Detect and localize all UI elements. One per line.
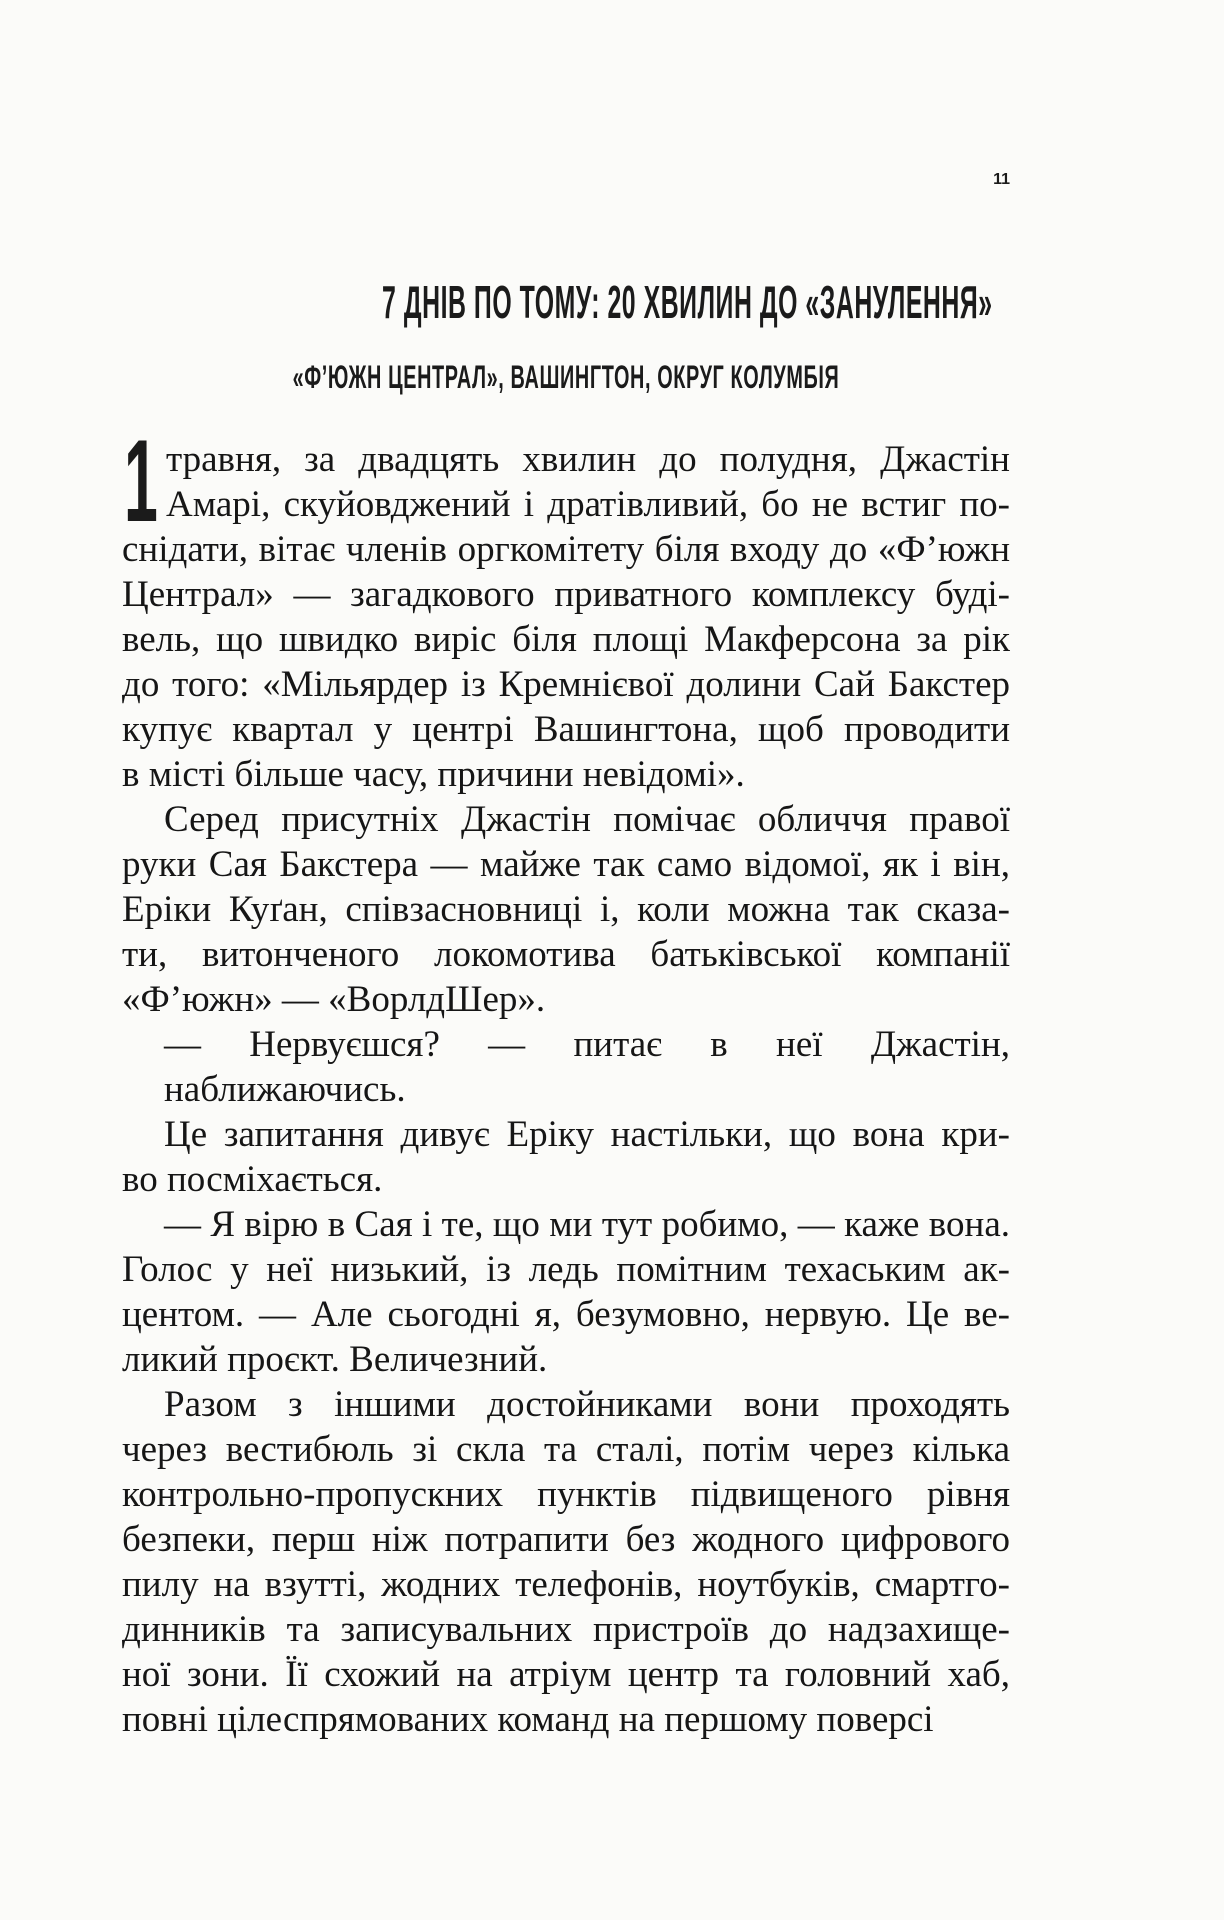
page-number: 11 [993, 171, 1010, 188]
text-line: до того: «Мільярдер із Кремнієвої долини Сай Бакстер [122, 664, 1010, 705]
drop-cap: 1 [124, 415, 158, 546]
chapter-title [122, 277, 1010, 327]
paragraph [122, 1382, 1010, 1742]
chapter-location [122, 359, 1010, 395]
text-line: травня, за двадцять хвилин до полудня, Джастін [166, 439, 1010, 480]
text-line: Разом з іншими достойниками вони проходять [164, 1384, 1010, 1425]
text-line: Амарі, скуйовджений і дратівливий, бо не встиг по- [166, 484, 1010, 525]
text-line: ти, витонченого локомотива батьківської компанії [122, 934, 1010, 975]
chapter-title-text: 7 ДНІВ ПО ТОМУ: 20 ХВИЛИН ДО «ЗАНУЛЕННЯ» [382, 276, 993, 328]
text-line: ликий проєкт. Величезний. [122, 1339, 548, 1380]
text-line: безпеки, перш ніж потрапити без жодного цифрового [122, 1519, 1010, 1560]
page-number-row [122, 171, 1010, 189]
text-line: Серед присутніх Джастін помічає обличчя правої [164, 799, 1010, 840]
paragraph [122, 797, 1010, 1022]
text-line: пилу на взутті, жодних телефонів, ноутбуків, смартго- [122, 1564, 1010, 1605]
paragraph [122, 1112, 1010, 1202]
text-line: Централ» — загадкового приватного комплексу буді- [122, 574, 1010, 615]
text-line: купує квартал у центрі Вашингтона, щоб проводити [122, 709, 1010, 750]
text-line: «Ф’южн» — «ВорлдШер». [122, 979, 546, 1020]
text-block [122, 0, 1010, 1920]
text-line: повні цілеспрямованих команд на першому поверсі [122, 1699, 934, 1740]
text-line: Еріки Куґан, співзасновниці і, коли можна так сказа- [122, 889, 1010, 930]
text-line: в місті більше часу, причини невідомі». [122, 754, 745, 795]
text-line: Голос у неї низький, із ледь помітним техаським ак- [122, 1249, 1010, 1290]
text-line: во посміхається. [122, 1159, 383, 1200]
chapter-location-text: «Ф’ЮЖН ЦЕНТРАЛ», ВАШИНГТОН, ОКРУГ КОЛУМБІЯ [292, 359, 840, 395]
paragraph [122, 1202, 1010, 1382]
text-line: руки Сая Бакстера — майже так само відомої, як і він, [122, 844, 1010, 885]
paragraph [122, 415, 1010, 797]
text-line: — Я вірю в Сая і те, що ми тут робимо, — каже вона. [164, 1204, 1010, 1245]
text-line: через вестибюль зі скла та сталі, потім через кілька [122, 1429, 1010, 1470]
paragraph [122, 1022, 1010, 1112]
text-line: динників та записувальних пристроїв до надзахище- [122, 1609, 1010, 1650]
text-line: ної зони. Її схожий на атріум центр та головний хаб, [122, 1654, 1010, 1695]
body-text [122, 415, 1010, 1742]
text-line: Це запитання дивує Еріку настільки, що вона кри- [164, 1114, 1010, 1155]
text-line: снідати, вітає членів оргкомітету біля входу до «Ф’южн [122, 529, 1010, 570]
text-line: — Нервуєшся? — питає в неї Джастін, наближаючись. [164, 1024, 1010, 1110]
text-line: вель, що швидко виріс біля площі Макферсона за рік [122, 619, 1010, 660]
text-line: контрольно-пропускних пунктів підвищеного рівня [122, 1474, 1010, 1515]
text-line: центом. — Але сьогодні я, безумовно, нервую. Це ве- [122, 1294, 1010, 1335]
